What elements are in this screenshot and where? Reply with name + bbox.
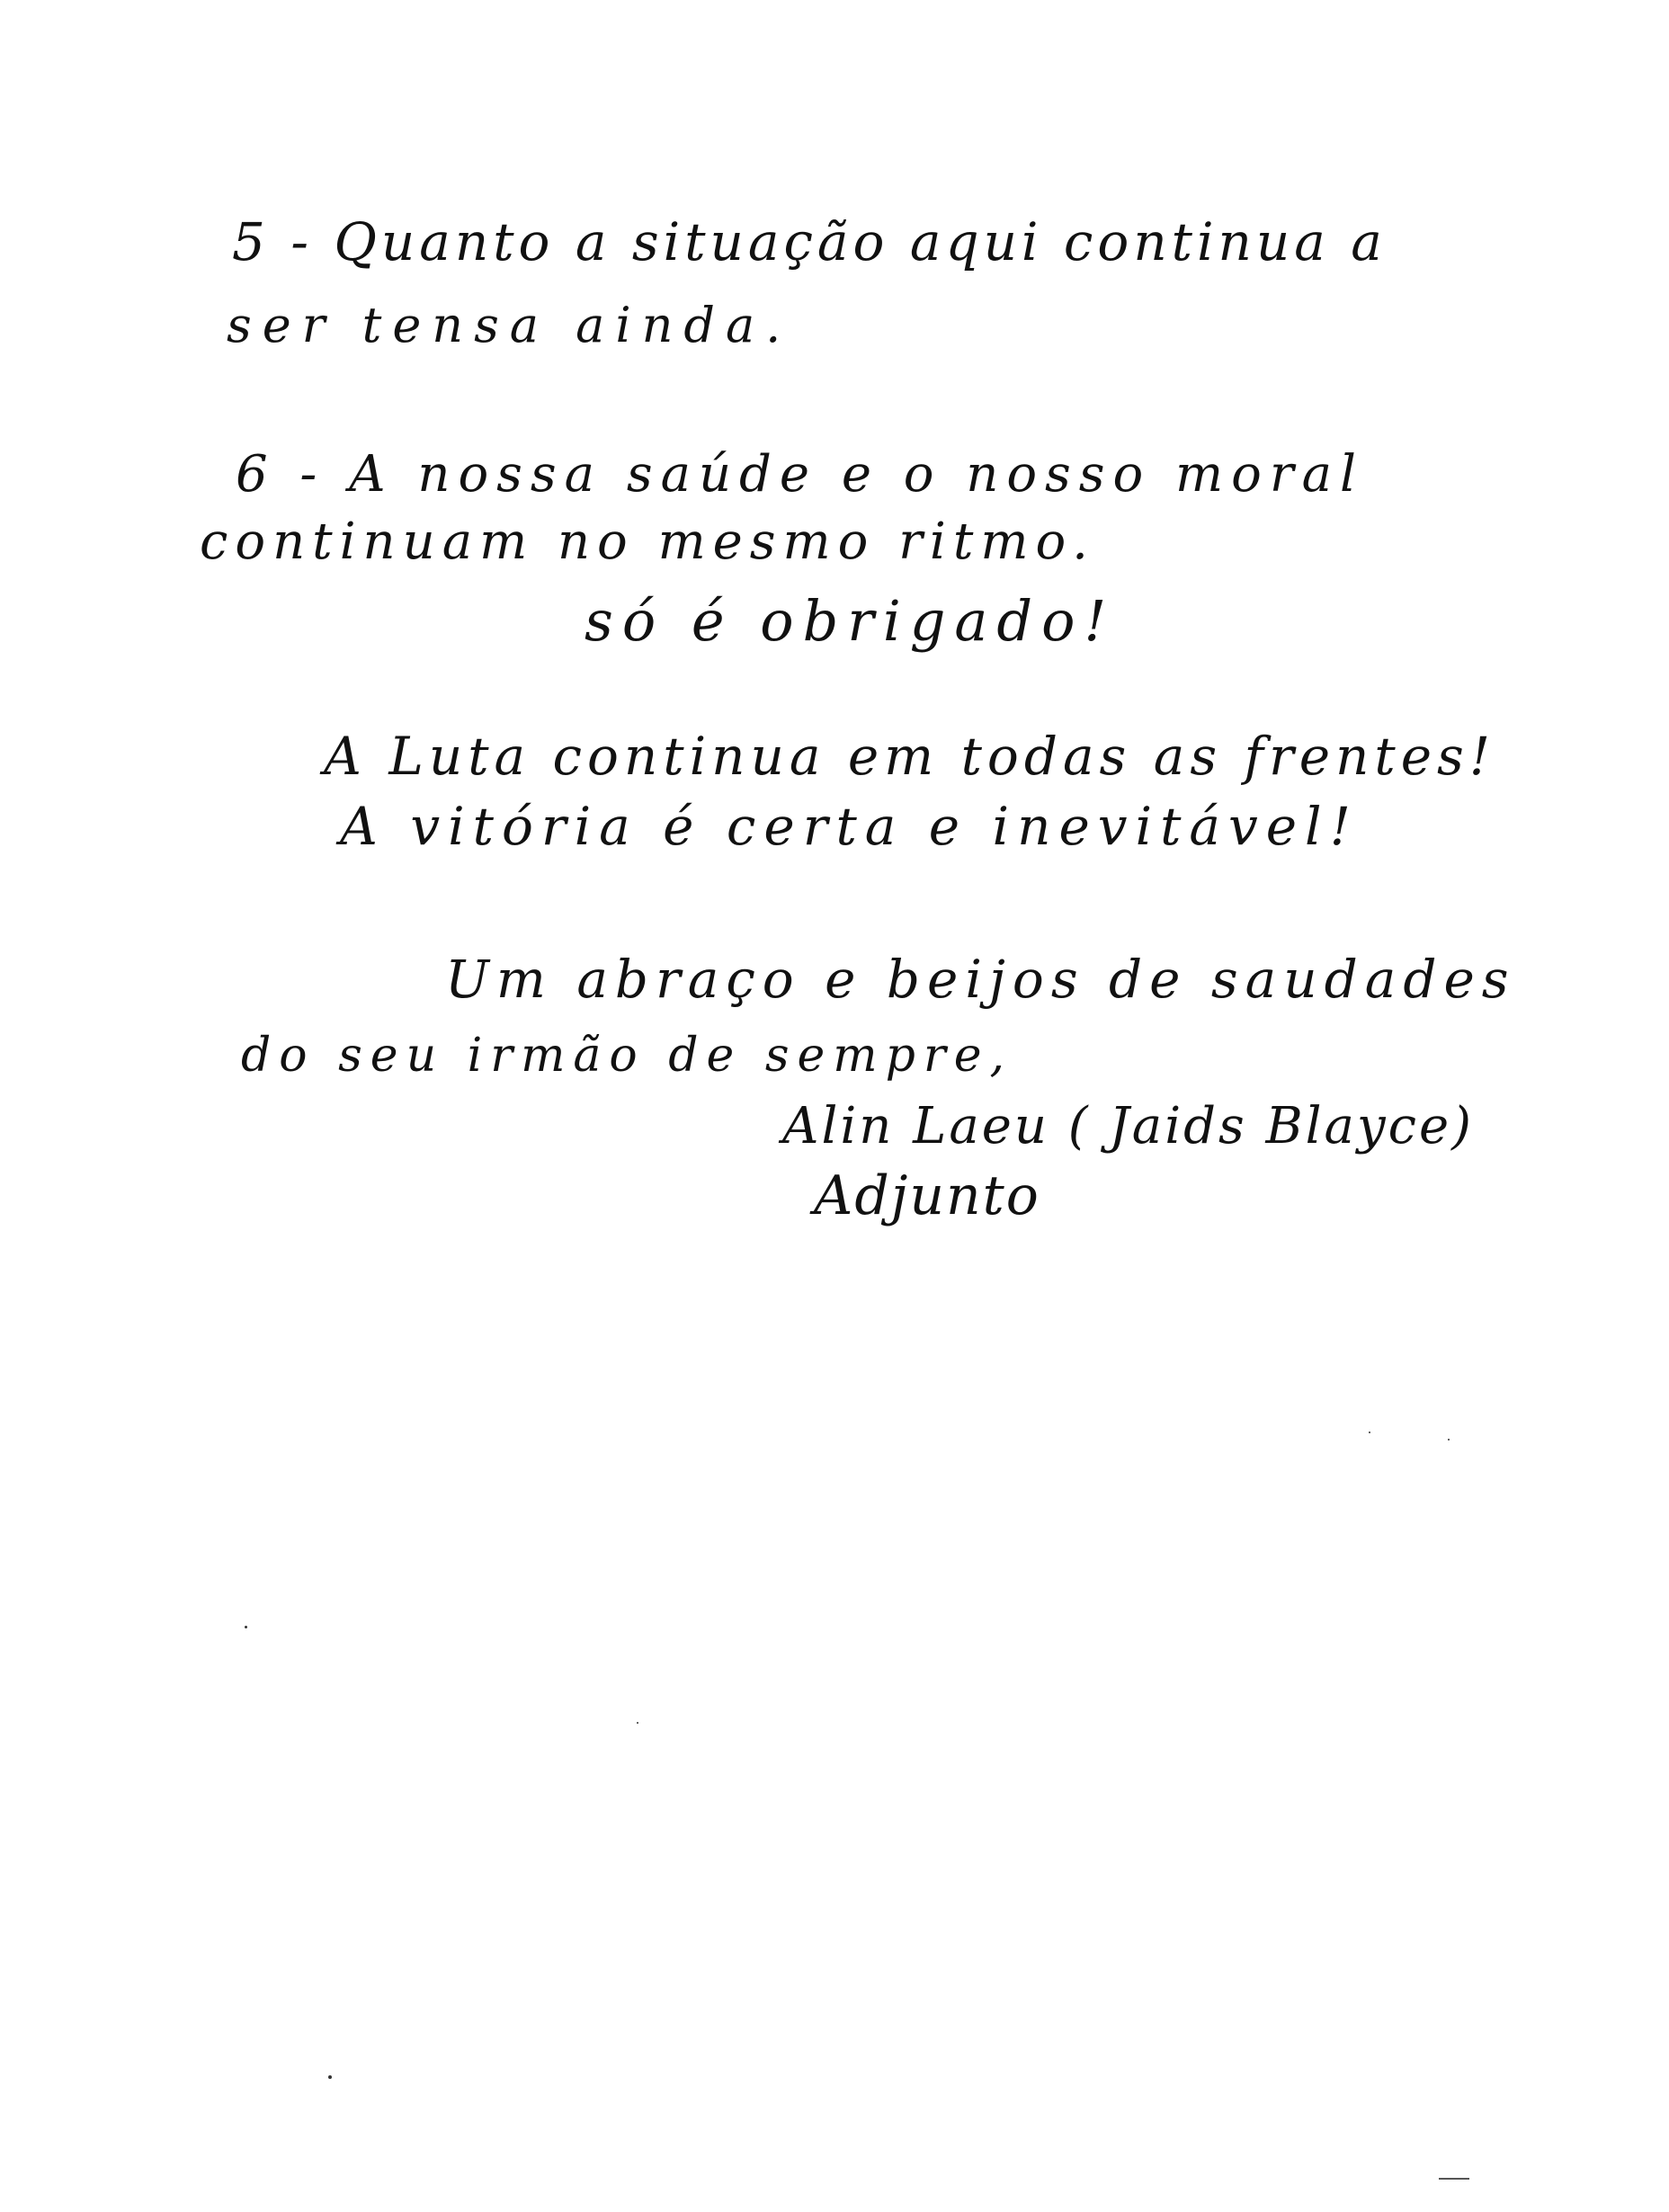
scan-speck — [1369, 1432, 1370, 1433]
scan-speck — [637, 1722, 638, 1724]
item-6-block — [236, 445, 1364, 504]
scan-speck — [1448, 1439, 1450, 1440]
slogan-block-cont — [340, 796, 1359, 857]
item-6-line-3: só é obrigado! — [585, 588, 1116, 654]
slogan-line-1: A Luta continua em todas as frentes! — [324, 726, 1496, 787]
item-5-line-2: ser tensa ainda. — [227, 297, 792, 353]
scan-speck — [328, 2075, 332, 2079]
scan-speck — [245, 1626, 247, 1628]
item-6-block-cont-2 — [585, 588, 1116, 654]
signature-title-block — [814, 1164, 1040, 1227]
closing-block — [445, 949, 1516, 1010]
signature-block — [782, 1097, 1474, 1155]
item-6-block-cont — [200, 513, 1095, 571]
item-5-block-cont — [227, 297, 792, 353]
closing-line-1: Um abraço e beijos de saudades — [445, 949, 1516, 1010]
closing-block-cont — [241, 1029, 1013, 1083]
scan-mark — [1439, 2178, 1469, 2180]
slogan-line-2: A vitória é certa e inevitável! — [340, 796, 1359, 857]
item-5-line-1: 5 - Quanto a situação aqui continua a — [232, 211, 1387, 272]
signature-title: Adjunto — [814, 1164, 1040, 1227]
slogan-block — [324, 726, 1496, 787]
item-5-block — [232, 211, 1387, 272]
closing-line-2: do seu irmão de sempre, — [241, 1029, 1013, 1083]
item-6-line-1: 6 - A nossa saúde e o nosso moral — [236, 445, 1364, 504]
signature-name: Alin Laeu ( Jaids Blayce) — [782, 1097, 1474, 1155]
item-6-line-2: continuam no mesmo ritmo. — [200, 513, 1095, 571]
